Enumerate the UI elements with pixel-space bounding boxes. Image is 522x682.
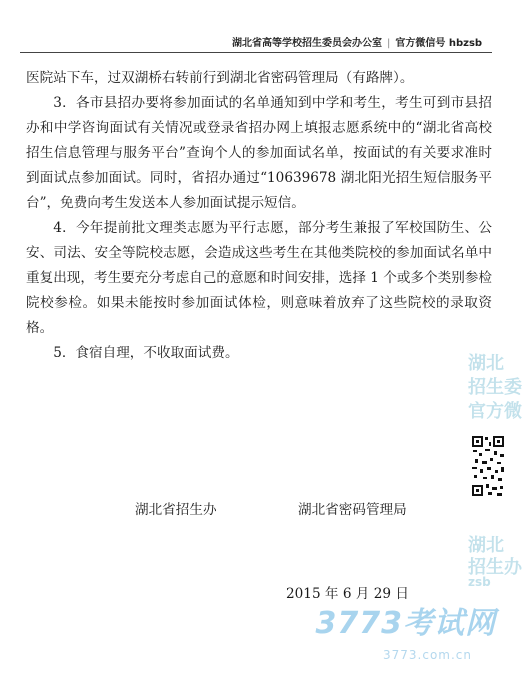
- header-rule: [20, 52, 492, 53]
- signer-right: 湖北省密码管理局: [298, 502, 407, 518]
- watermark-line: zsb: [468, 575, 491, 589]
- paragraph-item-3: 3．各市县招办要将参加面试的名单通知到中学和考生，考生可到市县招办和中学咨询面试有关情况或登录省招办网上填报志愿系统中的“湖北省高校招生信息管理与服务平台”查询个人的参加面试名单，按面试的有关要求准时到面试点参加面试。同时，省招办通过“10639678 湖北阳光招生短信服务平台”，免费向考生发送本人参加面试提示短信。: [26, 95, 492, 211]
- site-url-watermark: 3773.com.cn: [383, 648, 472, 662]
- watermark-line: 官方微: [468, 401, 522, 422]
- header-org: 湖北省高等学校招生委员会办公室: [232, 38, 382, 49]
- watermark-line: 湖北: [468, 353, 504, 374]
- paragraph-continuation: 医院站下车，过双湖桥右转前行到湖北省密码管理局（有路牌）。: [26, 70, 414, 86]
- qr-code-icon: [470, 434, 506, 498]
- watermark-line: 招生办: [468, 557, 522, 578]
- paragraph-item-5: 5．食宿自理，不收取面试费。: [53, 345, 239, 361]
- paragraph-item-4: 4．今年提前批文理类志愿为平行志愿，部分考生兼报了军校国防生、公安、司法、安全等院校志愿，会造成这些考生在其他类院校的参加面试名单中重复出现，考生要充分考虑自己的意愿和时间安排，选择 1 个或多个类别参检院校参检。如果未能按时参加面试体检，则意味着放弃了这些院校的录取资格。: [26, 220, 492, 336]
- notice-body: [26, 66, 492, 366]
- header-separator: |: [387, 38, 391, 49]
- watermark-line: 招生委: [468, 377, 522, 398]
- header-wechat: 官方微信号 hbzsb: [395, 38, 483, 49]
- page-header: [232, 34, 494, 49]
- signer-left: 湖北省招生办: [135, 502, 217, 518]
- site-logo-watermark: 3773考试网: [315, 606, 496, 641]
- watermark-line: 湖北: [468, 535, 504, 556]
- issue-date: 2015 年 6 月 29 日: [286, 586, 409, 602]
